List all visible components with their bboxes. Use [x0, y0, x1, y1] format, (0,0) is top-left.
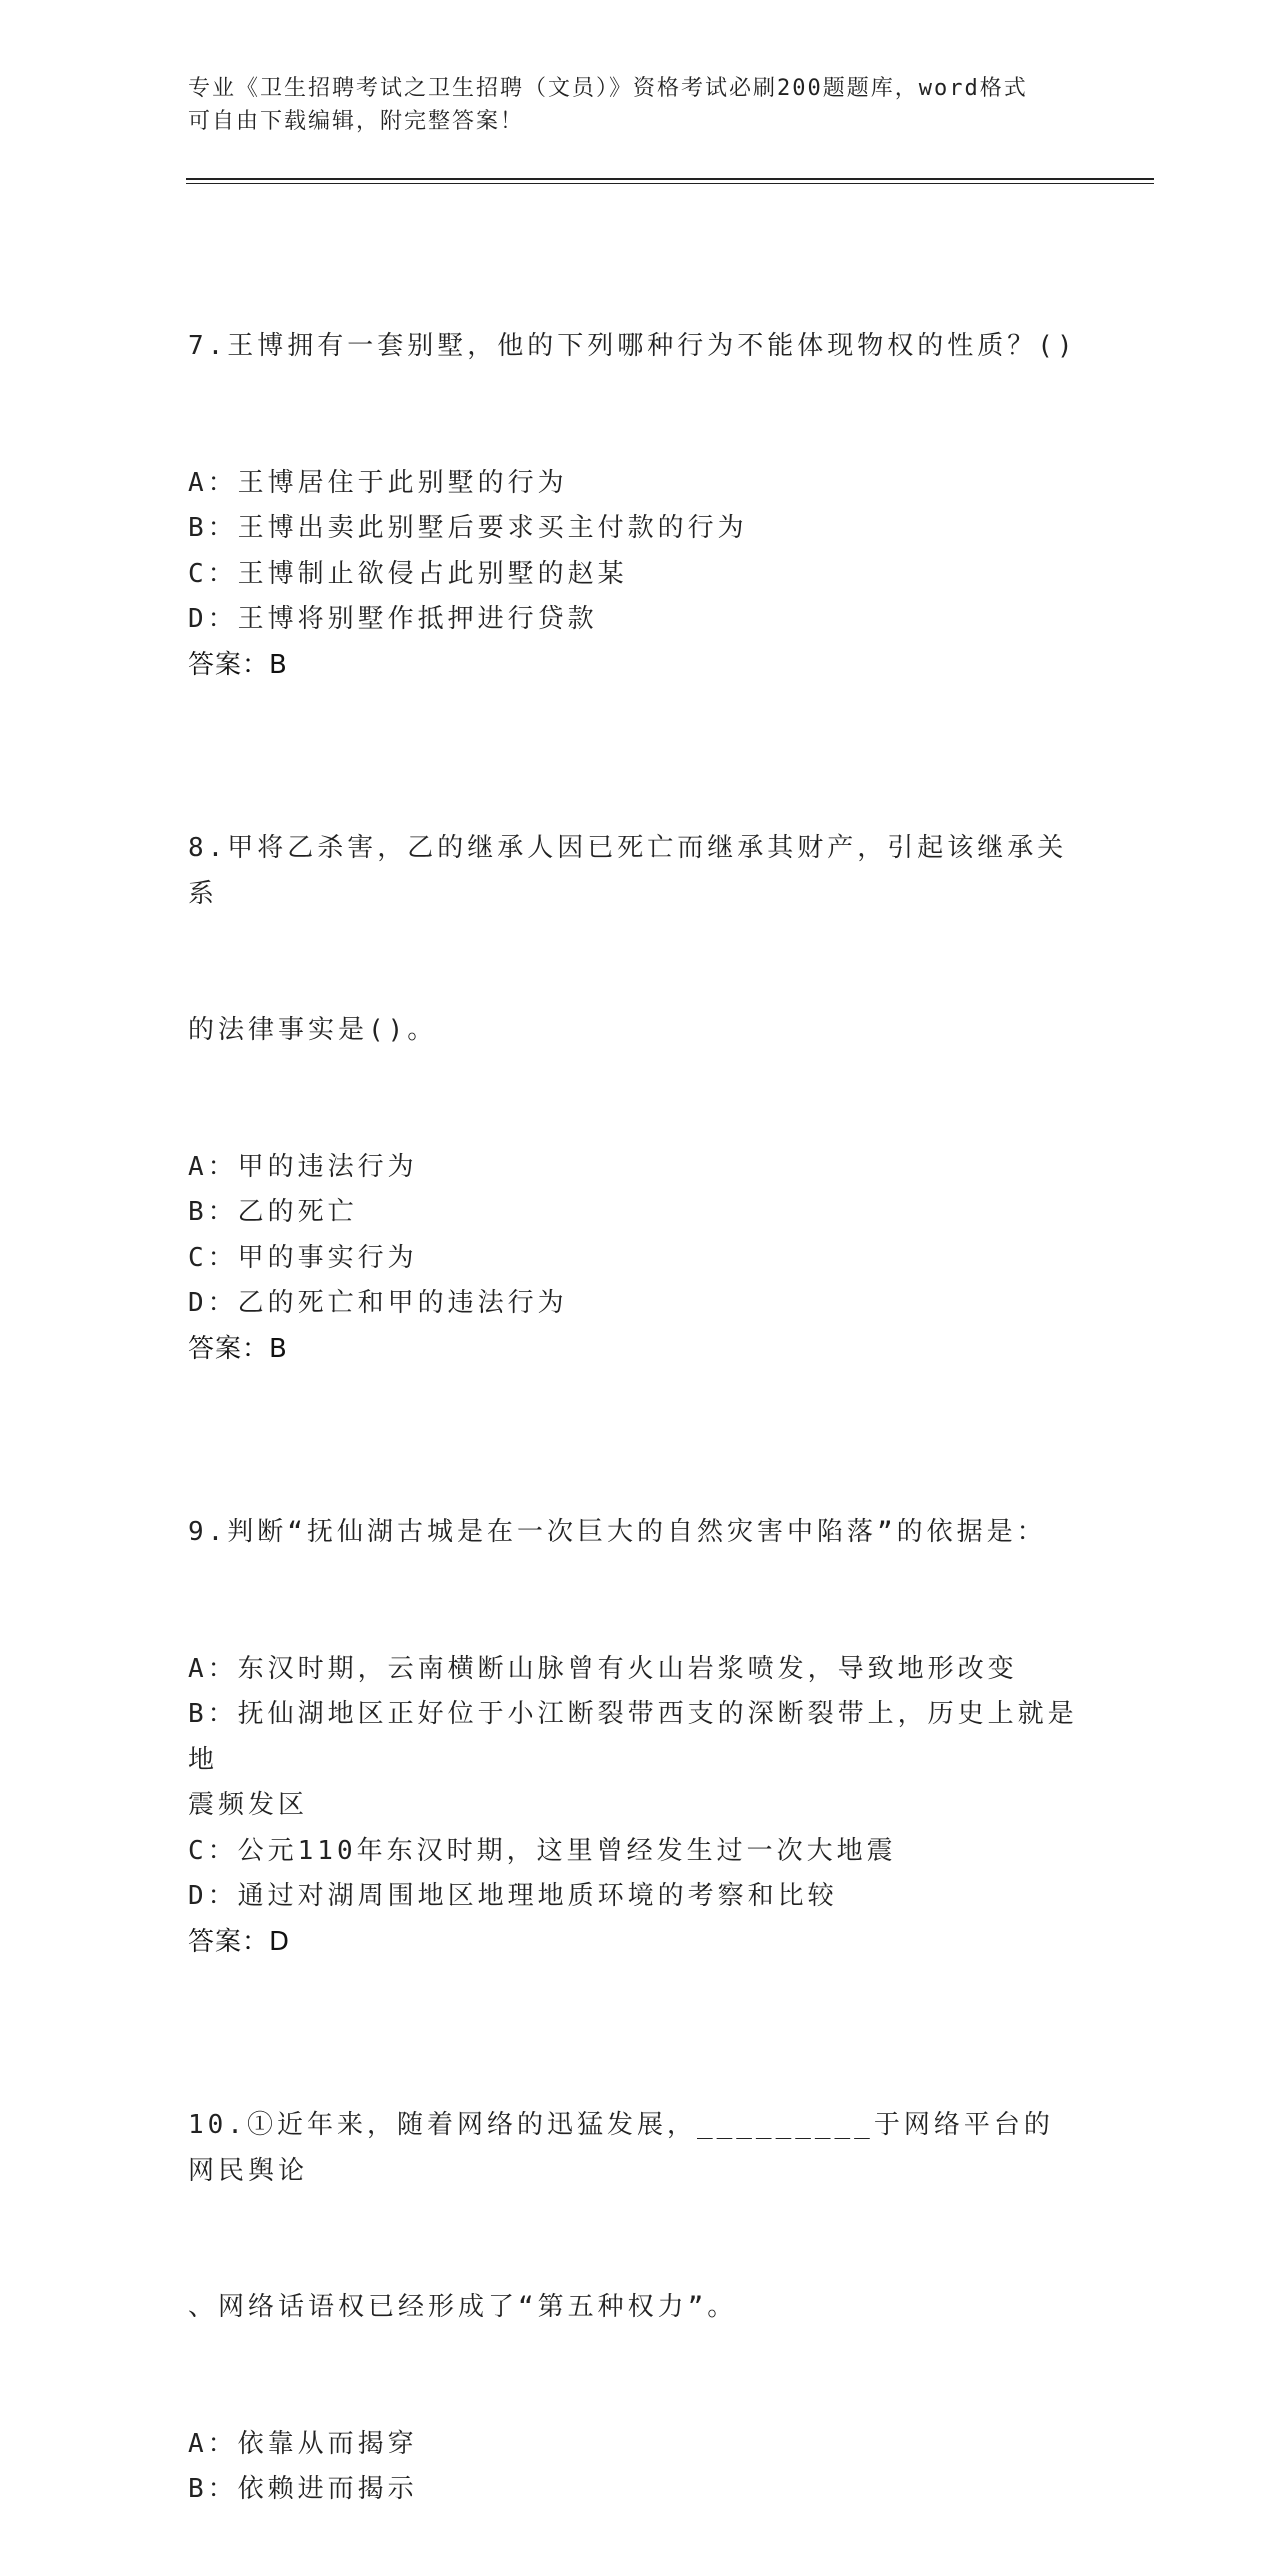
- question-stem-line: 9.判断“抚仙湖古城是在一次巨大的自然灾害中陷落”的依据是：: [188, 1517, 1047, 1547]
- option-a: A：王博居住于此别墅的行为: [188, 467, 568, 498]
- option-a: A：甲的违法行为: [188, 1151, 418, 1182]
- option-b-line: B：抚仙湖地区正好位于小江断裂带西支的深断裂带上，历史上就是地: [188, 1699, 1078, 1775]
- question-stem-line: 10.①近年来，随着网络的迅猛发展，_________于网络平台的网民舆论: [188, 2110, 1054, 2186]
- option-b: B：依赖进而揭示: [188, 2474, 418, 2504]
- question-10: [188, 2012, 1078, 2513]
- option-b: B：乙的死亡: [188, 1197, 358, 1227]
- question-stem: [188, 735, 1078, 1145]
- option-a: A：东汉时期，云南横断山脉曾有火山岩浆喷发，导致地形改变: [188, 1653, 1018, 1684]
- answer-line: 答案：B: [188, 649, 288, 680]
- option-a: A：依靠从而揭穿: [188, 2428, 418, 2459]
- option-d: D：通过对湖周围地区地理地质环境的考察和比较: [188, 1881, 838, 1911]
- option-c: C：公元110年东汉时期，这里曾经发生过一次大地震: [188, 1835, 897, 1866]
- question-9: [188, 1419, 1078, 1965]
- question-stem-line: 8.甲将乙杀害，乙的继承人因已死亡而继承其财产，引起该继承关系: [188, 833, 1068, 909]
- option-b: B：王博出卖此别墅后要求买主付款的行为: [188, 513, 748, 543]
- question-stem: [188, 233, 1078, 461]
- question-7: [188, 233, 1078, 688]
- option-d: D：乙的死亡和甲的违法行为: [188, 1288, 568, 1318]
- option-b: [188, 1692, 1078, 1829]
- question-stem-line: 7.王博拥有一套别墅，他的下列哪种行为不能体现物权的性质？(): [188, 331, 1077, 361]
- header-divider-thick: [186, 178, 1154, 180]
- question-stem: [188, 2012, 1078, 2422]
- header-line-2: 可自由下载编辑，附完整答案！: [188, 109, 525, 134]
- answer-line: 答案：D: [188, 1926, 291, 1957]
- answer-line: 答案：B: [188, 1333, 288, 1364]
- document-header: [188, 72, 1068, 138]
- header-divider-thin: [186, 183, 1154, 184]
- option-c: C：王博制止欲侵占此别墅的赵某: [188, 558, 628, 589]
- question-stem-line: 的法律事实是()。: [188, 1015, 438, 1045]
- question-stem-line: 、网络话语权已经形成了“第五种权力”。: [188, 2292, 738, 2322]
- option-d: D：王博将别墅作抵押进行贷款: [188, 604, 598, 634]
- question-8: [188, 735, 1078, 1372]
- header-line-1: 专业《卫生招聘考试之卫生招聘（文员）》资格考试必刷200题题库，word格式: [188, 76, 1028, 101]
- question-stem: [188, 1419, 1078, 1647]
- option-c: C：甲的事实行为: [188, 1242, 418, 1273]
- option-b-line: 震频发区: [188, 1790, 309, 1820]
- question-list: [188, 233, 1078, 2560]
